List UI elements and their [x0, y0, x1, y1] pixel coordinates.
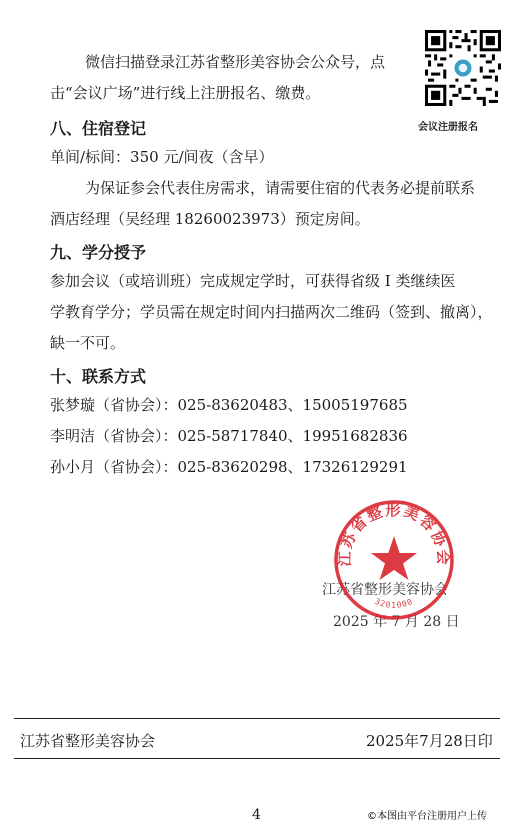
accommodation-line-3: 酒店经理（吴经理 18260023973）预定房间。 [50, 210, 370, 228]
credits-line-1: 参加会议（或培训班）完成规定学时，可获得省级 I 类继续医 [50, 272, 456, 290]
footer-top-rule [14, 718, 500, 719]
upload-watermark: ©本图由平台注册用户上传 [367, 811, 487, 822]
contact-item: 孙小月（省协会）：025-83620298、17326129291 [50, 458, 408, 476]
contact-item: 李明洁（省协会）：025-58717840、19951682836 [50, 427, 408, 445]
accommodation-price: 单间/标间：350 元/间夜（含早） [50, 148, 274, 166]
official-seal-icon [332, 498, 456, 622]
accommodation-line-2: 为保证参会代表住房需求，请需要住宿的代表务必提前联系 [85, 179, 476, 197]
credits-line-3: 缺一不可。 [50, 334, 126, 352]
footer-bottom-rule [14, 758, 500, 759]
registration-line-2: 击“会议广场”进行线上注册报名、缴费。 [50, 84, 321, 102]
svg-text:3201000 [373, 597, 414, 610]
credits-line-2: 学教育学分；学员需在规定时间内扫描两次二维码（签到、撤离）， [50, 303, 493, 321]
qr-code-icon [425, 30, 501, 106]
seal-number: 3201000 [373, 596, 415, 610]
qr-caption: 会议注册报名 [418, 122, 478, 133]
contact-item: 张梦璇（省协会）：025-83620483、15005197685 [50, 396, 408, 414]
footer-date: 2025年7月28日印 [366, 732, 493, 750]
signature-date: 2025 年 7 月 28 日 [333, 614, 460, 630]
page-number: 4 [252, 807, 261, 823]
signature-org: 江苏省整形美容协会 [322, 582, 448, 598]
registration-line-1: 微信扫描登录江苏省整形美容协会公众号，点 [85, 53, 386, 71]
section-heading-contacts: 十、联系方式 [50, 367, 147, 386]
seal-text: 江苏省整形美容协会 [335, 500, 453, 567]
section-heading-credits: 九、学分授予 [50, 243, 147, 262]
section-heading-accommodation: 八、住宿登记 [50, 119, 147, 138]
footer-org: 江苏省整形美容协会 [20, 732, 156, 750]
